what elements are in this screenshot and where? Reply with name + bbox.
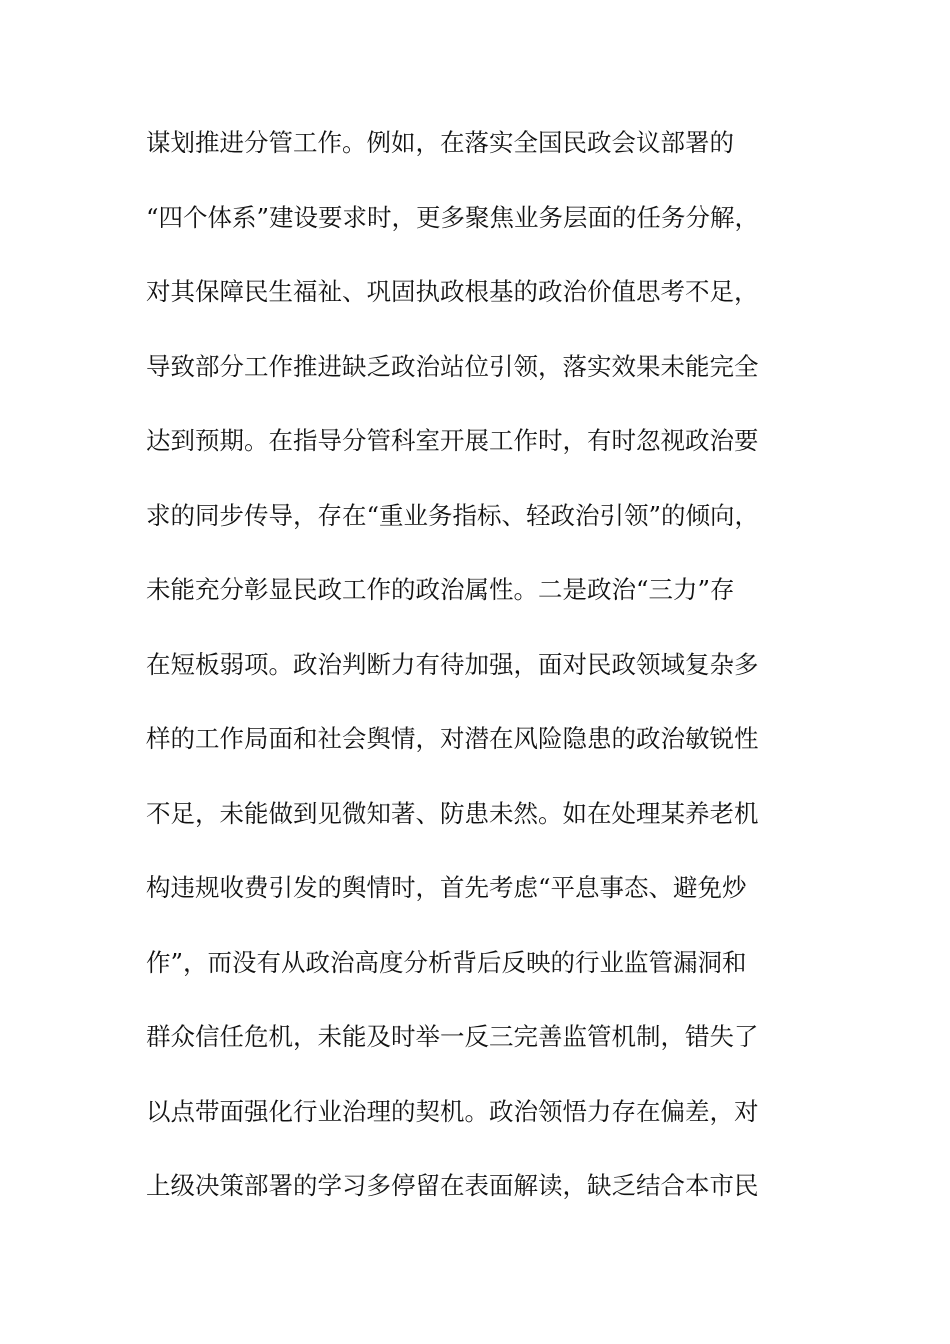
text-line: 不足，未能做到见微知著、防患未然。如在处理某养老机	[146, 798, 759, 828]
text-line: 求的同步传导，存在“重业务指标、轻政治引领”的倾向，	[146, 500, 760, 530]
text-line: 群众信任危机，未能及时举一反三完善监管机制，错失了	[146, 1022, 759, 1051]
text-line: 对其保障民生福祉、巩固执政根基的政治价值思考不足，	[146, 277, 759, 306]
body-text	[146, 119, 806, 1237]
text-line: 上级决策部署的学习多停留在表面解读，缺乏结合本市民	[146, 1171, 759, 1200]
text-line: 达到预期。在指导分管科室开展工作时，有时忽视政治要	[146, 426, 759, 455]
text-line: 作”，而没有从政治高度分析背后反映的行业监管漏洞和	[146, 947, 747, 977]
text-line: “四个体系”建设要求时，更多聚焦业务层面的任务分解，	[146, 202, 760, 232]
text-line: 未能充分彰显民政工作的政治属性。二是政治“三力”存	[146, 575, 735, 604]
text-line: 构违规收费引发的舆情时，首先考虑“平息事态、避免炒	[146, 873, 747, 902]
text-line: 以点带面强化行业治理的契机。政治领悟力存在偏差，对	[146, 1096, 759, 1126]
text-line: 谋划推进分管工作。例如，在落实全国民政会议部署的	[146, 128, 734, 157]
text-line: 样的工作局面和社会舆情，对潜在风险隐患的政治敏锐性	[146, 724, 759, 753]
text-line: 导致部分工作推进缺乏政治站位引领，落实效果未能完全	[146, 351, 759, 381]
text-line: 在短板弱项。政治判断力有待加强，面对民政领域复杂多	[146, 649, 759, 679]
